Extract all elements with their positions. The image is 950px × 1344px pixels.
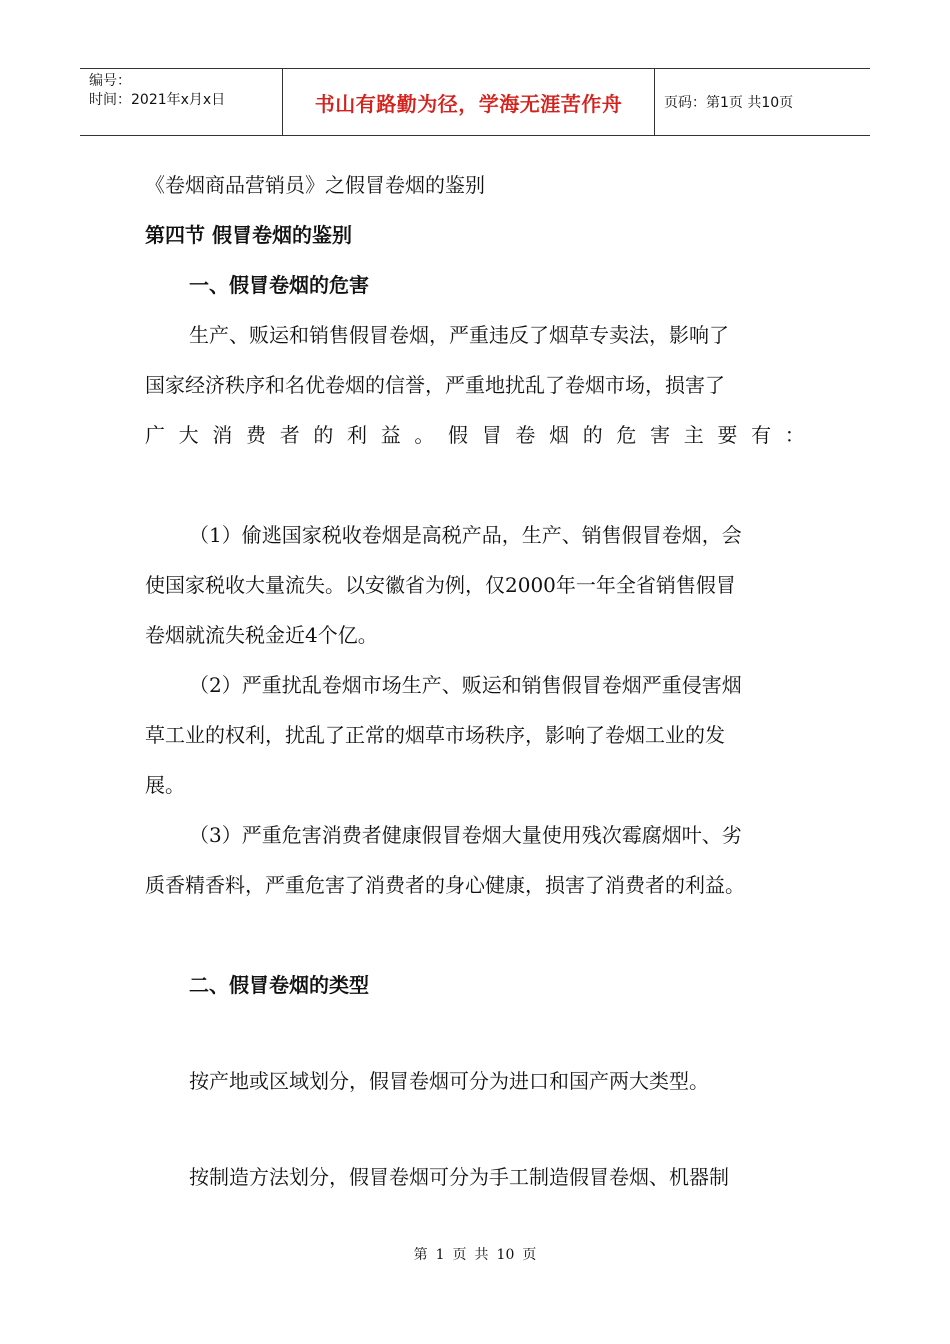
paragraph-line: 卷烟就流失税金近4个亿。: [145, 623, 378, 647]
paragraph-line: 草工业的权利，扰乱了正常的烟草市场秩序，影响了卷烟工业的发: [145, 723, 725, 747]
spacer: [145, 460, 805, 510]
header-page-cell: [655, 69, 870, 135]
glyph: 冒: [481, 423, 502, 447]
glyph: 者: [279, 423, 300, 447]
paragraph-line: 国家经济秩序和名优卷烟的信誉，严重地扰乱了卷烟市场，损害了: [145, 373, 725, 397]
header-number-label: 编号：: [89, 73, 131, 89]
glyph: 假: [448, 423, 469, 447]
header-motto: 书山有路勤为径，学海无涯苦作舟: [314, 91, 623, 116]
header-meta: [80, 69, 282, 135]
header-motto-cell: [282, 69, 655, 135]
spacer: [145, 1010, 805, 1056]
glyph: 利: [347, 423, 368, 447]
paragraph-line: 质香精香料，严重危害了消费者的身心健康，损害了消费者的利益。: [145, 873, 745, 897]
paragraph-line: 按产地或区域划分，假冒卷烟可分为进口和国产两大类型。: [189, 1069, 709, 1093]
page-header: [80, 68, 870, 136]
paragraph-line: 按制造方法划分，假冒卷烟可分为手工制造假冒卷烟、机器制: [189, 1165, 729, 1189]
paragraph-line: 展。: [145, 773, 185, 797]
glyph: 大: [178, 423, 199, 447]
glyph: 害: [650, 423, 671, 447]
glyph: ：: [784, 423, 805, 447]
header-page-info: 页码：第1页 共10页: [664, 95, 794, 111]
paragraph-line-spaced: [145, 410, 805, 460]
paragraph-line: （1）偷逃国家税收卷烟是高税产品，生产、销售假冒卷烟，会: [189, 523, 742, 547]
spacer: [145, 910, 805, 960]
glyph: 主: [683, 423, 704, 447]
paragraph-line: （2）严重扰乱卷烟市场生产、贩运和销售假冒卷烟严重侵害烟: [189, 673, 742, 697]
heading-harms: 一、假冒卷烟的危害: [189, 273, 369, 297]
glyph: 益: [380, 423, 401, 447]
glyph: 烟: [549, 423, 570, 447]
document-title: 《卷烟商品营销员》之假冒卷烟的鉴别: [145, 173, 485, 197]
glyph: 费: [246, 423, 267, 447]
glyph: 的: [313, 423, 334, 447]
paragraph-line: （3）严重危害消费者健康假冒卷烟大量使用残次霉腐烟叶、劣: [189, 823, 742, 847]
footer-label: 页: [452, 1247, 467, 1263]
footer-page-number: 1: [435, 1247, 445, 1263]
document-body: [145, 160, 805, 1202]
paragraph-line: 生产、贩运和销售假冒卷烟，严重违反了烟草专卖法，影响了: [189, 323, 729, 347]
footer-label: 共: [474, 1247, 489, 1263]
glyph: 危: [616, 423, 637, 447]
footer-label: 第: [413, 1247, 428, 1263]
spacer: [145, 1106, 805, 1152]
glyph: 消: [212, 423, 233, 447]
glyph: 要: [717, 423, 738, 447]
glyph: 广: [145, 423, 165, 447]
paragraph-line: 使国家税收大量流失。以安徽省为例，仅2000年一年全省销售假冒: [145, 573, 736, 597]
glyph: 有: [751, 423, 772, 447]
heading-types: 二、假冒卷烟的类型: [189, 973, 369, 997]
header-time-label: 时间：2021年x月x日: [89, 92, 226, 108]
glyph: 卷: [515, 423, 536, 447]
footer-label: 页: [522, 1247, 537, 1263]
section-heading: 第四节 假冒卷烟的鉴别: [145, 223, 352, 247]
glyph: 的: [582, 423, 603, 447]
footer-total-pages: 10: [496, 1247, 515, 1263]
page-footer: [0, 1244, 950, 1264]
glyph: 。: [414, 423, 435, 447]
